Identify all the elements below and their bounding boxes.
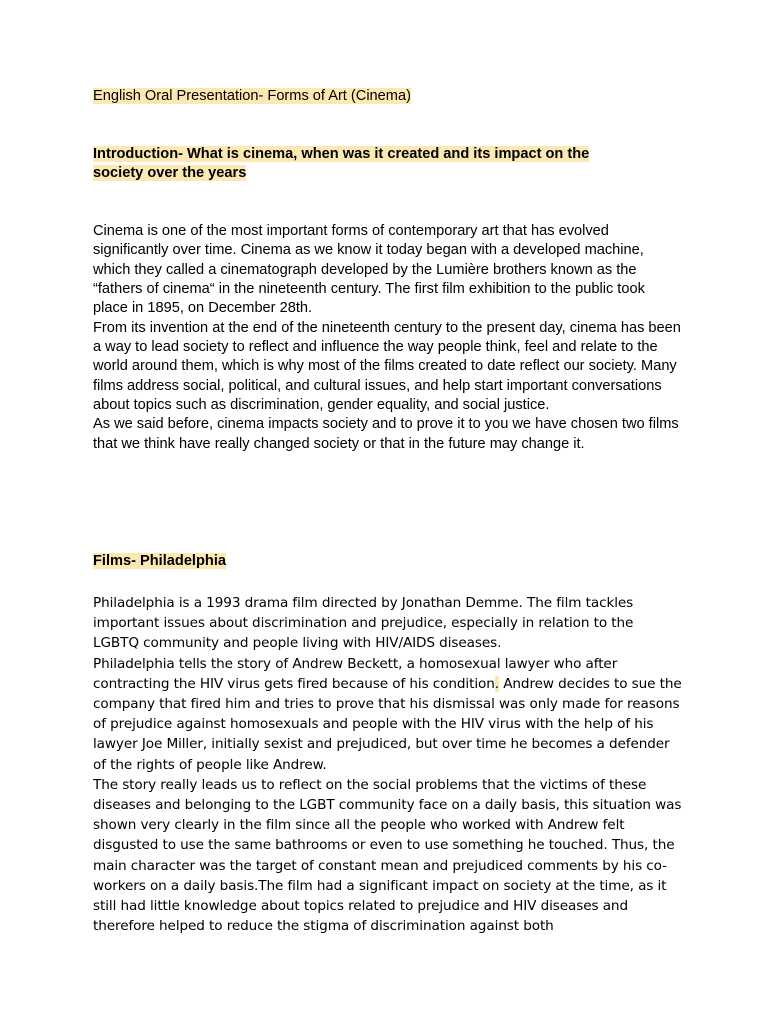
- document-title-text: English Oral Presentation- Forms of Art (Cinema): [93, 88, 411, 104]
- intro-section: [93, 222, 683, 454]
- document-title: [93, 87, 411, 106]
- intro-paragraph-2: From its invention at the end of the nineteenth century to the present day, cinema has been a way to lead society to reflect and influence the way people think, feel and relate to the world around them, which is why most of the films created to date reflect our society. Many films address social, political, and cultural issues, and help start important conversations about topics such as discrimination, gender equality, and social justice.: [93, 319, 681, 414]
- films-paragraph-2-start: Philadelphia tells the story of Andrew Beckett, a homosexual lawyer who after contracting the HIV virus gets fired because of his condition: [93, 655, 618, 692]
- intro-paragraph-3: As we said before, cinema impacts society and to prove it to you we have chosen two films that we think have really changed society or that in the future may change it.: [93, 416, 679, 452]
- films-paragraph-3: The story really leads us to reflect on the social problems that the victims of these diseases and belonging to the LGBT community face on a daily basis, this situation was shown very clearly in the film since all the people who worked with Andrew felt disgusted to use the same bathrooms or even to use something he touched. Thus, the main character was the target of constant mean and prejudiced comments by his co-workers on a daily basis.The film had a significant impact on society at the time, as it still had little knowledge about topics related to prejudice and HIV diseases and therefore helped to reduce the stigma of discrimination against both: [93, 776, 682, 935]
- films-heading-text: Films- Philadelphia: [93, 553, 226, 569]
- films-paragraph-2-end: Andrew decides to sue the company that fired him and tries to prove that his dismissal was only made for reasons of prejudice against homosexuals and people with the HIV virus with the help of his lawyer Joe Miller, initially sexist and prejudiced, but over time he becomes a defender of the rights of people like Andrew.: [93, 675, 682, 773]
- films-section: [93, 593, 683, 936]
- intro-paragraph-1: Cinema is one of the most important forms of contemporary art that has evolved significantly over time. Cinema as we know it today began with a developed machine, which they called a cinematograph developed by the Lumière brothers known as the “fathers of cinema“ in the nineteenth century. The first film exhibition to the public took place in 1895, on December 28th.: [93, 223, 645, 317]
- intro-heading: [93, 145, 683, 184]
- films-paragraph-1: Philadelphia is a 1993 drama film directed by Jonathan Demme. The film tackles important issues about discrimination and prejudice, especially in relation to the LGBTQ community and people living with HIV/AIDS diseases.: [93, 595, 634, 652]
- intro-heading-line-1: Introduction- What is cinema, when was it created and its impact on the: [93, 146, 590, 162]
- films-paragraph-2: [93, 654, 683, 775]
- intro-heading-line-2: society over the years: [93, 165, 247, 182]
- films-heading: [93, 552, 683, 571]
- comment-highlight-mark[interactable]: .: [494, 675, 499, 692]
